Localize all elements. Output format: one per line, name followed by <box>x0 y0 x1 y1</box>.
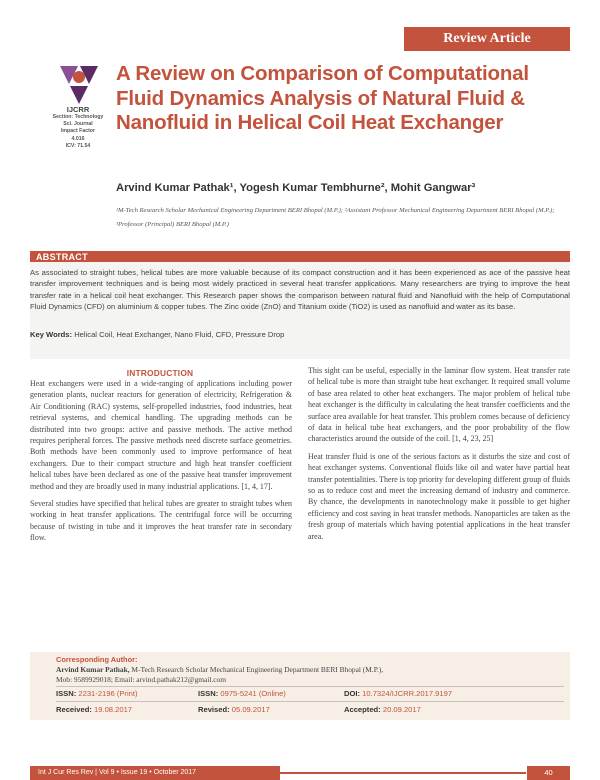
page-number: 40 <box>527 766 570 780</box>
journal-type: Sci. Journal <box>63 121 93 128</box>
corresponding-name: Arvind Kumar Pathak, <box>56 664 130 674</box>
keywords <box>30 330 570 339</box>
divider <box>56 701 564 702</box>
corresponding-details: M-Tech Research Scholar Mechanical Engineering Department BERI Bhopal (M.P.), <box>129 664 384 674</box>
abstract-heading: ABSTRACT <box>36 252 88 262</box>
impact-label: Impact Factor <box>60 128 95 135</box>
paragraph: This sight can be useful, especially in the laminar flow system. Heat transfer rate of helical tube is more than straight tube heat exchanger. It required small volume of base area related to other heat exchangers. The major problem of helical tube heat exchanger is the difficulty in calculating the heat transfer coefficients and the surface area available for heat transfer. This problem comes because of deficiency of data in helical tube heat exchangers, and the poor probability of the flow characteristics around the outside of the coil. [1, 4, 23, 25] <box>308 366 570 444</box>
paragraph: Heat transfer fluid is one of the serious factors as it disturbs the size and cost of heat exchanger systems. Conventional fluids like oil and water have partial heat transfer potentialities. There is top priority for developing different group of fluids so as to reduce cost and meet the increasing demand of industry and commerce. By chance, the developments in nanotechnology make it possible to get higher efficiency and cost saving in heat transfer methods. Nanoparticles are taken as the fresh group of materials which having potential applications in the heat transfer area. <box>308 451 570 541</box>
journal-section: Section: Technology <box>52 114 104 120</box>
paper-title: A Review on Comparison of Computational Fluid Dynamics Analysis of Natural Fluid & Nanofluid in Helical Coil Heat Exchanger <box>116 62 529 134</box>
author-list: Arvind Kumar Pathak¹, Yogesh Kumar Tembhurne², Mohit Gangwar³ <box>116 182 476 194</box>
footer-citation: Int J Cur Res Rev | Vol 9 • Issue 19 • October 2017 <box>30 766 280 780</box>
impact-value: 4.016 <box>71 135 85 142</box>
logo-triangle-bottom <box>70 86 88 104</box>
corresponding-label: Corresponding Author: <box>56 655 138 664</box>
right-column <box>308 365 570 548</box>
corresponding-contact: Mob: 9589929018; Email: arvind.pathak212@gmail.com <box>56 674 226 684</box>
left-column <box>30 378 292 550</box>
abstract-text: As associated to straight tubes, helical tubes are more valuable because of its compact construction and it has been experienced as ace of the passive heat transfer improvement techniques and is being most widely practiced in several heat transfer applications. Many researchers are trying to improve the heat transfer rate in a helical coil heat exchanger. This Research paper shows the comparison between natural fluid and Nanofluid with the help of Computational Fluid Dynamics (CFD) on aluminium & copper tubes. The Zinc oxide (ZnO) and Titanium oxide (TiO2) is used as nanofluid and water as its base. <box>30 268 570 312</box>
logo-circle <box>73 71 85 83</box>
journal-abbr: IJCRR <box>66 105 90 114</box>
corresponding-author <box>56 655 564 684</box>
keywords-label: Key Words: <box>30 330 73 339</box>
footer-rule <box>280 772 526 774</box>
divider <box>56 686 564 687</box>
author-affiliation: ¹M-Tech Research Scholar Mechanical Engineering Department BERI Bhopal (M.P.); ²Assistant Professor Mechanical Engineering Department BERI Bhopal (M.P.); ³Professor (Principal) BERI Bhopal (M.P.) <box>116 207 555 228</box>
revised-date: Revised: 05.09.2017 <box>198 705 270 714</box>
keywords-list: Helical Coil, Heat Exchanger, Nano Fluid, CFD, Pressure Drop <box>74 330 285 339</box>
doi[interactable]: DOI: 10.7324/IJCRR.2017.9197 <box>344 689 453 698</box>
accepted-date: Accepted: 20.09.2017 <box>344 705 421 714</box>
paragraph: Several studies have specified that helical tubes are greater to straight tubes when working in heat transfer applications. The centrifugal force will be occurring because of twisting in tube and it improves the heat transfer rate in secondary flow. <box>30 499 292 543</box>
issn-print: ISSN: 2231-2196 (Print) <box>56 689 138 698</box>
icv-value: ICV: 71.54 <box>65 142 91 149</box>
journal-info <box>30 105 126 150</box>
journal-logo <box>54 62 104 106</box>
introduction-heading: INTRODUCTION <box>126 368 194 378</box>
received-date: Received: 19.08.2017 <box>56 705 133 714</box>
paragraph: Heat exchangers were used in a wide-ranging of applications including power generation plants, nuclear reactors for generation of electricity, Refrigeration & Air Conditioning (RAC) systems, self-propelled industries, food industries, heat retrieval systems, and chemical handling. The upgrading methods can be distributed into two groups: active and passive methods. The active method requires peripheral forces. The passive methods need discrete surface geometries. Both methods have been commonly used to improve performance of heat exchangers. Due to their compact structure and high heat transfer coefficient helical tubes have been declared as one of the passive heat transfer improvement method and they are broadly used in many industrial applications. [1, 4, 17]. <box>30 379 292 491</box>
article-type-tag: Review Article <box>404 27 570 51</box>
issn-online: ISSN: 0975-5241 (Online) <box>198 689 286 698</box>
